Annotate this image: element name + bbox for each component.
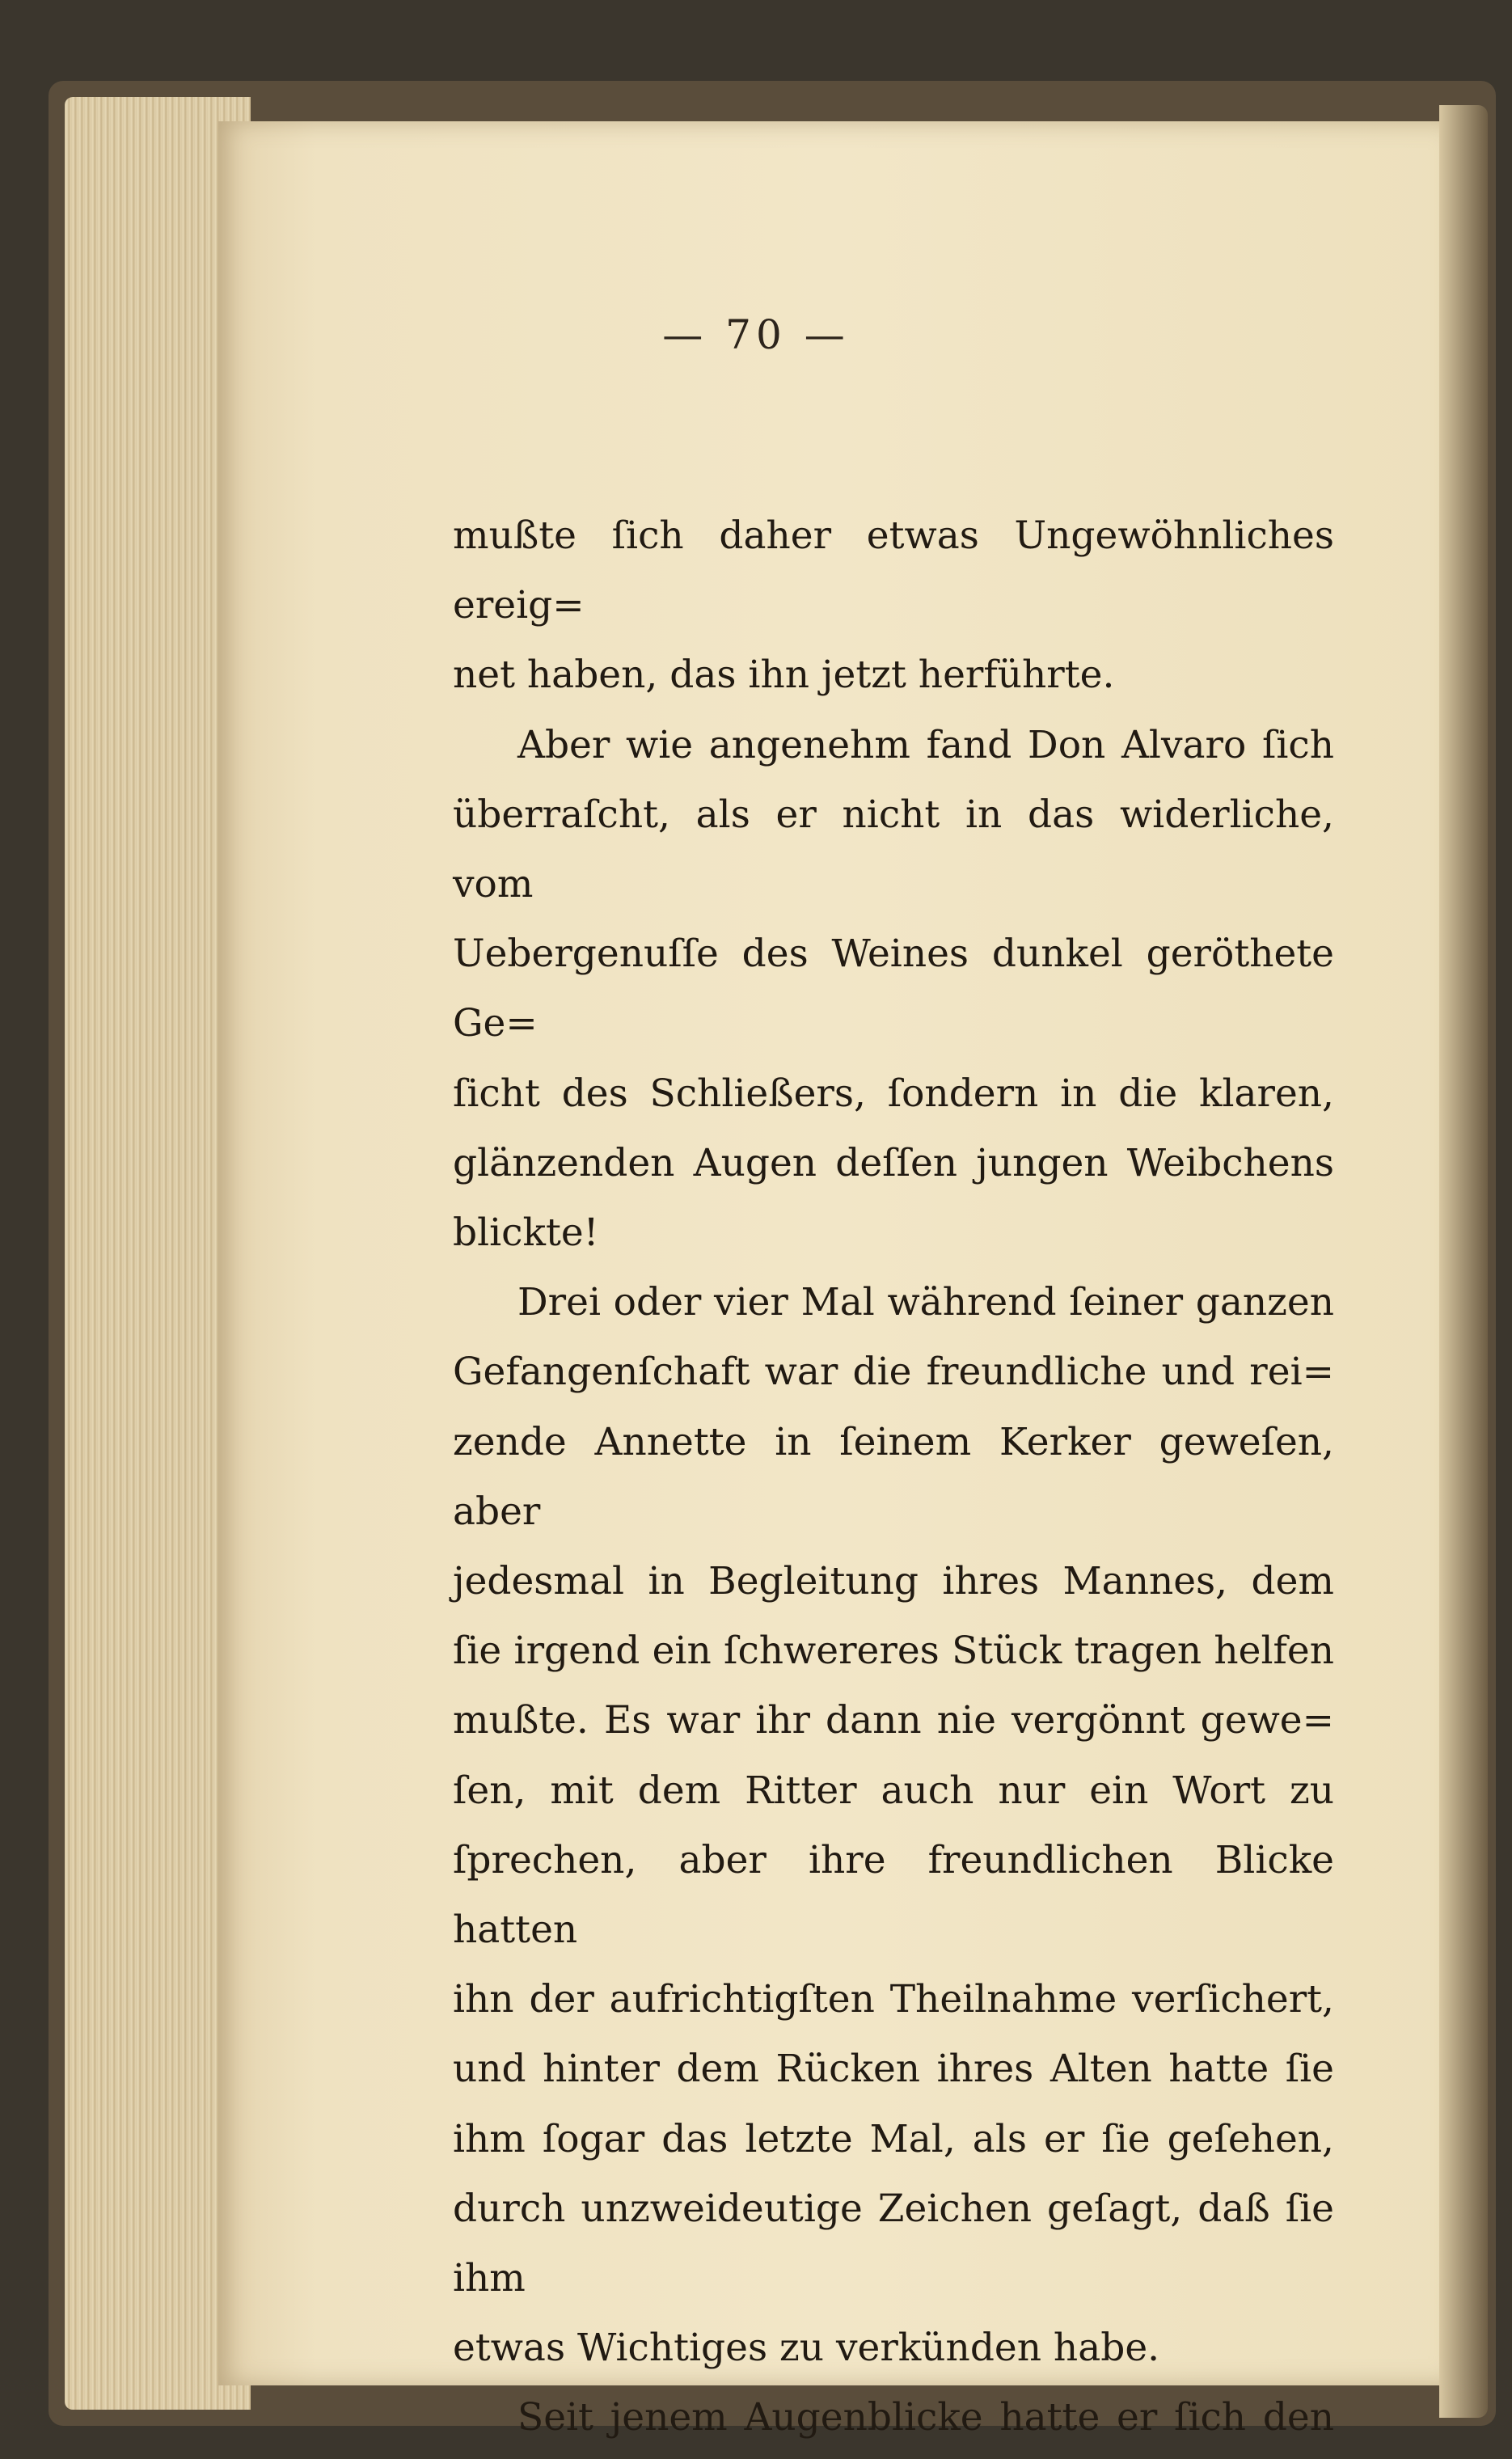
text-line: Drei oder vier Mal während ſeiner ganzen — [517, 1280, 1334, 1325]
text-line: ſprechen, aber ihre freundlichen Blicke hatten — [453, 1837, 1334, 1953]
text-line: Seit jenem Augenblicke hatte er ſich den — [517, 2395, 1334, 2440]
text-line: ſie irgend ein ſchwereres Stück tragen helfen — [453, 1629, 1334, 1674]
text-line: zende Annette in ſeinem Kerker geweſen, aber — [453, 1419, 1334, 1534]
text-line: mußte. Es war ihr dann nie vergönnt gewe= — [453, 1698, 1334, 1743]
text-line: mußte ſich daher etwas Ungewöhnliches ereig= — [453, 513, 1334, 628]
text-line: net haben, das ihn jetzt herführte. — [453, 653, 1115, 698]
book-spine — [1439, 105, 1488, 2418]
text-line: ihm ſogar das letzte Mal, als er ſie geſehen, — [453, 2116, 1334, 2161]
text-line: jedesmal in Begleitung ihres Mannes, dem — [453, 1559, 1334, 1604]
text-line: durch unzweideutige Zeichen geſagt, daß ſie ihm — [453, 2186, 1334, 2301]
text-line: blickte! — [453, 1210, 599, 1256]
text-line: ihn der aufrichtigſten Theilnahme verſichert, — [453, 1977, 1334, 2022]
text-line: Gefangenſchaft war die freundliche und rei= — [453, 1350, 1334, 1395]
text-line: Aber wie angenehm fand Don Alvaro ſich — [517, 722, 1334, 767]
text-line: ſen, mit dem Ritter auch nur ein Wort zu — [453, 1768, 1334, 1813]
text-line: überraſcht, als er nicht in das widerliche, vom — [453, 792, 1334, 907]
text-line: und hinter dem Rücken ihres Alten hatte ſie — [453, 2047, 1334, 2092]
page-body-text — [453, 501, 1334, 2453]
text-line: Uebergenuſſe des Weines dunkel geröthete Ge= — [453, 932, 1334, 1046]
text-line: etwas Wichtiges zu verkünden habe. — [453, 2326, 1160, 2371]
text-line: glänzenden Augen deſſen jungen Weibchens — [453, 1140, 1334, 1185]
page-number: — 70 — — [662, 311, 850, 358]
text-line: ſicht des Schließers, ſondern in die klaren, — [453, 1071, 1334, 1116]
